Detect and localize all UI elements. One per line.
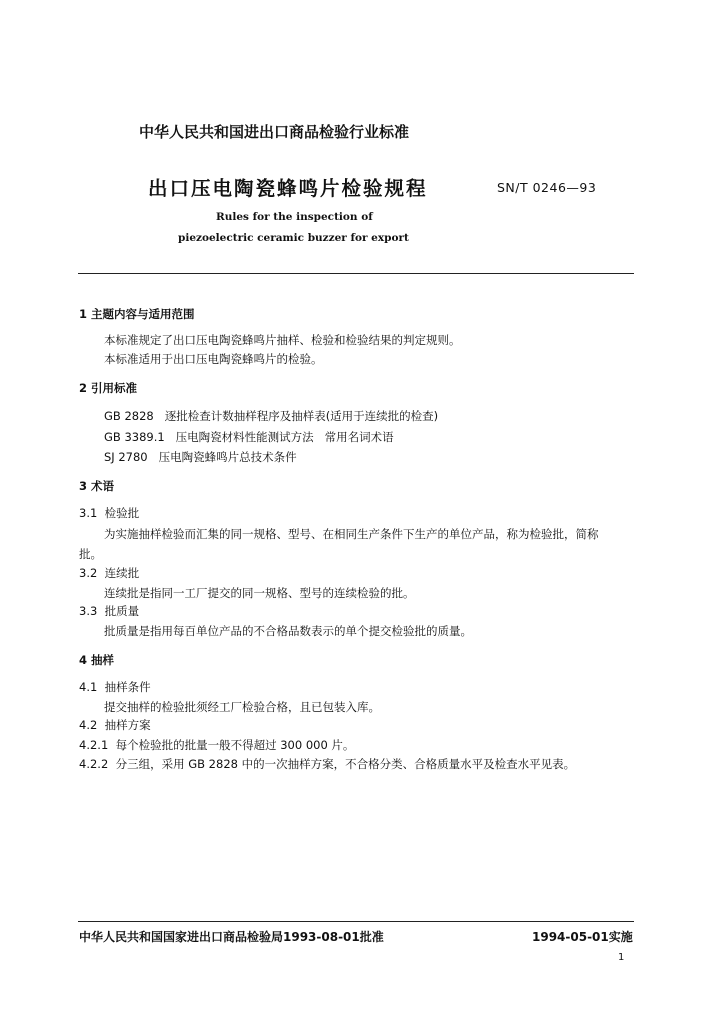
clause-3-1-heading: 3.1 检验批	[79, 506, 140, 520]
footer-rule	[78, 921, 634, 922]
clause-3-2-heading: 3.2 连续批	[79, 566, 140, 580]
implementation-date: 1994-05-01实施	[532, 930, 633, 944]
document-title: 出口压电陶瓷蜂鸣片检验规程	[148, 177, 428, 200]
clause-3-2-text: 连续批是指同一工厂提交的同一规格、型号的连续检验的批。	[104, 586, 415, 600]
clause-3-3-text: 批质量是指用每百单位产品的不合格品数表示的单个提交检验批的质量。	[104, 624, 472, 638]
section-1-para-1: 本标准规定了出口压电陶瓷蜂鸣片抽样、检验和检验结果的判定规则。	[104, 333, 461, 347]
section-1-heading: 1 主题内容与适用范围	[79, 307, 195, 321]
reference-item: GB 2828 逐批检查计数抽样程序及抽样表(适用于连续批的检查)	[104, 409, 439, 423]
page-number: 1	[618, 952, 625, 963]
clause-3-1-text-cont: 批。	[79, 547, 102, 561]
section-1-para-2: 本标准适用于出口压电陶瓷蜂鸣片的检验。	[104, 352, 323, 366]
reference-item: SJ 2780 压电陶瓷蜂鸣片总技术条件	[104, 450, 297, 464]
header-rule	[78, 273, 634, 274]
clause-3-3-heading: 3.3 批质量	[79, 604, 140, 618]
english-title-line2: piezoelectric ceramic buzzer for export	[178, 232, 409, 244]
clause-4-1-heading: 4.1 抽样条件	[79, 680, 151, 694]
english-title-line1: Rules for the inspection of	[216, 211, 373, 223]
section-2-heading: 2 引用标准	[79, 381, 138, 395]
section-4-heading: 4 抽样	[79, 653, 115, 667]
clause-4-2-1: 4.2.1 每个检验批的批量一般不得超过 300 000 片。	[79, 738, 355, 752]
reference-item: GB 3389.1 压电陶瓷材料性能测试方法 常用名词术语	[104, 430, 394, 444]
approval-line: 中华人民共和国国家进出口商品检验局1993-08-01批准	[79, 930, 384, 944]
standard-code: SN/T 0246—93	[497, 180, 597, 195]
section-3-heading: 3 术语	[79, 479, 115, 493]
clause-4-2-heading: 4.2 抽样方案	[79, 718, 151, 732]
clause-4-1-text: 提交抽样的检验批须经工厂检验合格，且已包装入库。	[104, 700, 380, 714]
clause-3-1-text: 为实施抽样检验而汇集的同一规格、型号、在相同生产条件下生产的单位产品，称为检验批，简称	[104, 527, 599, 541]
issuing-body: 中华人民共和国进出口商品检验行业标准	[139, 123, 410, 141]
clause-4-2-2: 4.2.2 分三组，采用 GB 2828 中的一次抽样方案，不合格分类、合格质量水平及检查水平见表。	[79, 757, 576, 771]
